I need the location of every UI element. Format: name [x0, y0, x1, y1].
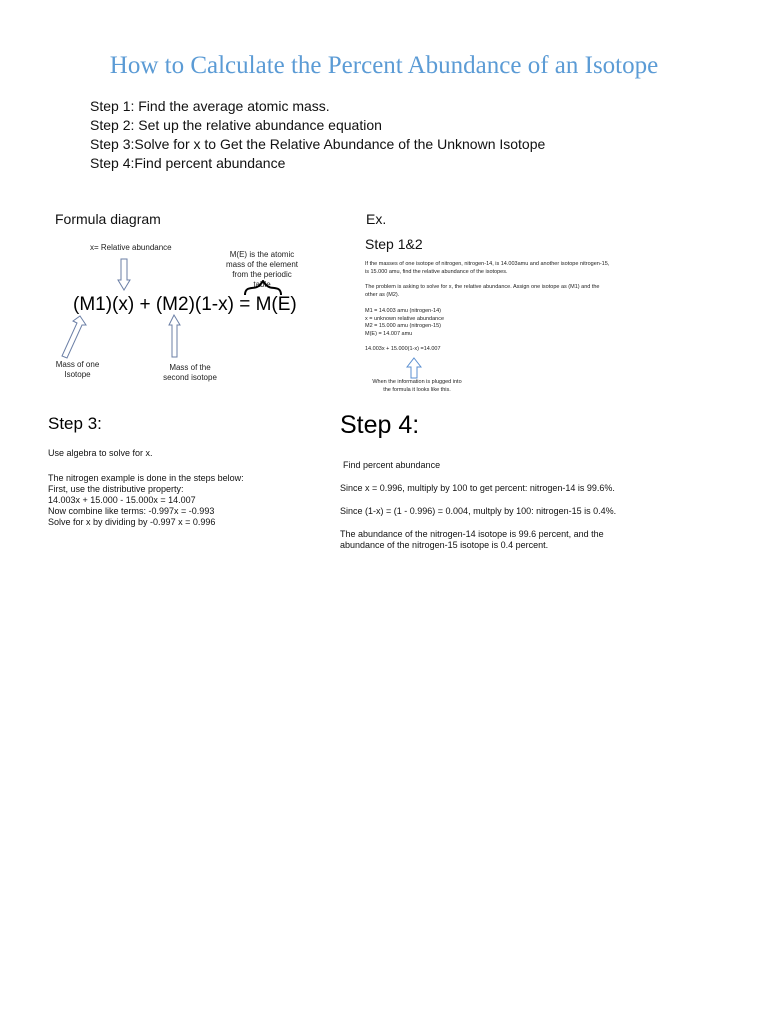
- example-subheading: Step 1&2: [365, 236, 423, 252]
- step-item: Step 1: Find the average atomic mass.: [90, 98, 330, 114]
- example-variables: M1 = 14.003 amu (nitrogen-14) x = unknown relative abundance M2 = 15.000 amu (nitrogen-15) M(E) = 14.007 amu: [365, 308, 445, 337]
- up-arrow-icon: [58, 314, 88, 360]
- step4-intro: Find percent abundance: [343, 460, 441, 470]
- down-arrow-icon: [117, 258, 131, 292]
- step-item: Step 3:Solve for x to Get the Relative Abundance of the Unknown Isotope: [90, 136, 546, 152]
- step3-body: The nitrogen example is done in the steps below: First, use the distributive property: 14.003x + 15.000 - 15.000x = 14.007 Now combine like terms: -0.997x = -0.993 Solve for x by dividing by -0.997 x = 0.996: [48, 473, 244, 527]
- formula: (M1)(x) + (M2)(1-x) = M(E): [73, 294, 297, 315]
- step4-heading: Step 4:: [340, 411, 420, 439]
- m1-label: Mass of one Isotope: [55, 360, 100, 379]
- step4-conclusion: The abundance of the nitrogen-14 isotope is 99.6 percent, and the abundance of the nitrogen-15 isotope is 0.4 percent.: [340, 529, 604, 550]
- x-label: x= Relative abundance: [90, 243, 172, 252]
- steps-list: [90, 97, 545, 173]
- example-equation: 14.003x + 15.000(1-x) =14.007: [365, 346, 441, 352]
- up-arrow-icon: [168, 314, 182, 358]
- step-item: Step 4:Find percent abundance: [90, 155, 286, 171]
- step3-intro: Use algebra to solve for x.: [48, 448, 153, 458]
- up-arrow-icon: [406, 357, 422, 379]
- step4-paragraph: Since (1-x) = (1 - 0.996) = 0.004, multply by 100: nitrogen-15 is 0.4%.: [340, 506, 617, 516]
- m2-label: Mass of the second isotope: [163, 363, 217, 382]
- example-paragraph: The problem is asking to solve for x, the relative abundance. Assign one isotope as (M1) and the other as (M2).: [365, 284, 600, 298]
- page-title: How to Calculate the Percent Abundance of an Isotope: [109, 52, 659, 79]
- example-paragraph: If the masses of one isotope of nitrogen, nitrogen-14, is 14.003amu and another isotope nitrogen-15, is 15.000 amu, find the relative abundance of the isotopes.: [365, 261, 610, 275]
- step4-paragraph: Since x = 0.996, multiply by 100 to get percent: nitrogen-14 is 99.6%.: [340, 483, 615, 493]
- me-label: M(E) is the atomic mass of the element from the periodic table: [225, 250, 299, 289]
- example-heading: Ex.: [366, 211, 387, 227]
- formula-diagram-heading: Formula diagram: [55, 211, 161, 227]
- step-item: Step 2: Set up the relative abundance equation: [90, 117, 382, 133]
- step3-heading: Step 3:: [48, 414, 102, 433]
- example-note: When the information is plugged into the formula it looks like this.: [372, 379, 462, 393]
